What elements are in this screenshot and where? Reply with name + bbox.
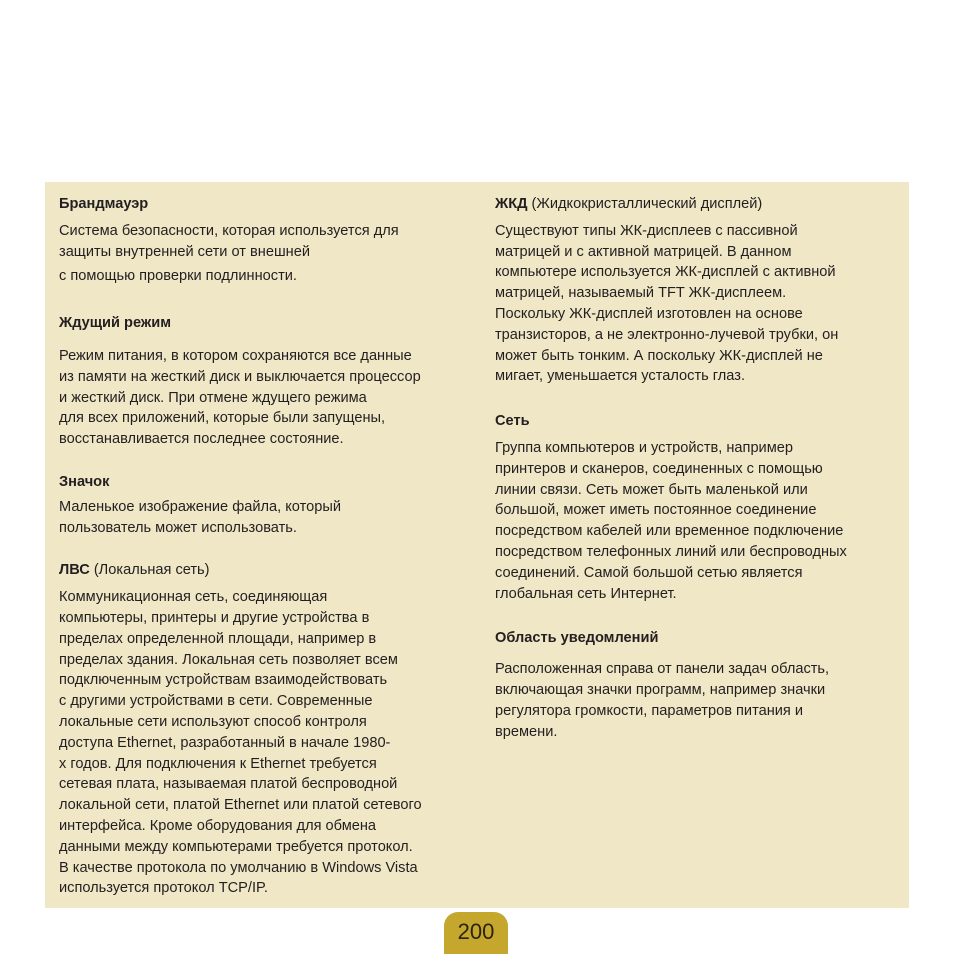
glossary-panel bbox=[45, 182, 909, 908]
glossary-entry-network bbox=[495, 411, 905, 604]
glossary-entry-lan bbox=[59, 560, 469, 899]
definition-line: регулятора громкости, параметров питания и bbox=[495, 702, 804, 719]
glossary-column-right bbox=[495, 194, 905, 764]
definition-line: может быть тонким. А поскольку ЖК-дисплей не bbox=[495, 347, 823, 364]
definition-line: матрицей и с активной матрицей. В данном bbox=[495, 243, 792, 260]
definition-line: Режим питания, в котором сохраняются все данные bbox=[59, 347, 412, 364]
definition-line: времени. bbox=[495, 723, 558, 740]
definition-line: восстанавливается последнее состояние. bbox=[59, 431, 344, 448]
definition-line: подключенным устройствам взаимодействовать bbox=[59, 672, 388, 689]
definition-line: матрицей, называемый TFT ЖК-дисплеем. bbox=[495, 285, 787, 302]
definition-line: посредством кабелей или временное подключение bbox=[495, 523, 844, 540]
definition-line: х годов. Для подключения к Ethernet требуется bbox=[59, 755, 377, 772]
definition-line: локальной сети, платой Ethernet или платой сетевого bbox=[59, 797, 422, 814]
glossary-entry-notification-area bbox=[495, 628, 905, 742]
glossary-term: Область уведомлений bbox=[495, 630, 659, 647]
definition-line: посредством телефонных линий или беспроводных bbox=[495, 543, 847, 560]
page-number-tab bbox=[444, 912, 508, 954]
definition-line: локальные сети используют способ контроля bbox=[59, 713, 367, 730]
definition-line: из памяти на жесткий диск и выключается процессор bbox=[59, 368, 421, 385]
glossary-entry-lcd bbox=[495, 194, 905, 387]
glossary-entry-standby bbox=[59, 313, 469, 450]
definition-line: включающая значки программ, например значки bbox=[495, 681, 826, 698]
definition-line: интерфейса. Кроме оборудования для обмена bbox=[59, 817, 377, 834]
definition-line: доступа Ethernet, разработанный в начале 1980- bbox=[59, 734, 391, 751]
definition-line: В качестве протокола по умолчанию в Windows Vista bbox=[59, 859, 418, 876]
definition-line: пределах определенной площади, например в bbox=[59, 630, 377, 647]
glossary-term: Ждущий режим bbox=[59, 315, 172, 332]
glossary-term: ЛВС (Локальная сеть) bbox=[59, 562, 210, 579]
page-number: 200 bbox=[457, 919, 495, 944]
definition-line: компьютере используется ЖК-дисплей с активной bbox=[495, 264, 836, 281]
glossary-term: Сеть bbox=[495, 413, 530, 430]
definition-line: защиты внутренней сети от внешней bbox=[59, 243, 310, 260]
definition-line: транзисторов, а не электронно-лучевой трубки, он bbox=[495, 326, 839, 343]
definition-line: линии связи. Сеть может быть маленькой или bbox=[495, 481, 808, 498]
glossary-term: Брандмауэр bbox=[59, 196, 149, 212]
definition-line: Поскольку ЖК-дисплей изготовлен на основе bbox=[495, 305, 803, 322]
definition-line: Существуют типы ЖК-дисплеев с пассивной bbox=[495, 222, 798, 239]
definition-line: и жесткий диск. При отмене ждущего режима bbox=[59, 389, 367, 406]
definition-line: используется протокол TCP/IP. bbox=[59, 880, 268, 897]
glossary-entry-icon bbox=[59, 472, 469, 538]
definition-line: данными между компьютерами требуется протокол. bbox=[59, 838, 413, 855]
definition-line: принтеров и сканеров, соединенных с помощью bbox=[495, 460, 823, 477]
glossary-term: Значок bbox=[59, 473, 110, 490]
definition-line: Коммуникационная сеть, соединяющая bbox=[59, 589, 328, 606]
definition-line: компьютеры, принтеры и другие устройства в bbox=[59, 609, 370, 626]
glossary-entry-firewall bbox=[59, 194, 469, 287]
definition-line: Маленькое изображение файла, который bbox=[59, 498, 341, 515]
definition-line: пределах здания. Локальная сеть позволяет всем bbox=[59, 651, 398, 668]
glossary-column-left bbox=[59, 194, 469, 921]
definition-line: Система безопасности, которая используется для bbox=[59, 222, 399, 239]
definition-line: соединений. Самой большой сетью является bbox=[495, 564, 803, 581]
definition-line: мигает, уменьшается усталость глаз. bbox=[495, 368, 746, 385]
definition-line: пользователь может использовать. bbox=[59, 519, 297, 536]
definition-line: Расположенная справа от панели задач область, bbox=[495, 661, 830, 678]
definition-line: Группа компьютеров и устройств, например bbox=[495, 439, 793, 456]
definition-line: сетевая плата, называемая платой беспроводной bbox=[59, 776, 398, 793]
glossary-term: ЖКД (Жидкокристаллический дисплей) bbox=[495, 196, 763, 212]
definition-line: для всех приложений, которые были запущены, bbox=[59, 410, 386, 427]
definition-line: глобальная сеть Интернет. bbox=[495, 585, 677, 602]
definition-line: большой, может иметь постоянное соединение bbox=[495, 502, 817, 519]
definition-line: с помощью проверки подлинности. bbox=[59, 268, 297, 285]
definition-line: с другими устройствами в сети. Современные bbox=[59, 693, 373, 710]
